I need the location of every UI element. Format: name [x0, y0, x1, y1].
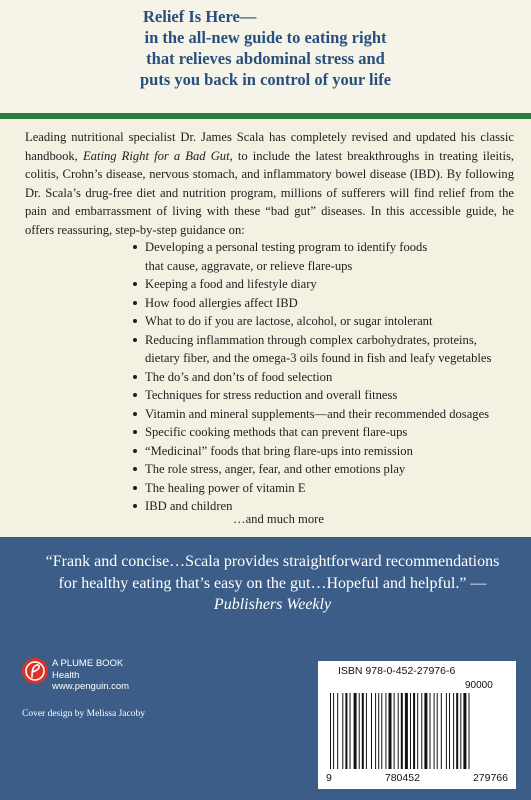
- barcode-bar: [460, 693, 461, 769]
- bullet-icon: [133, 504, 137, 508]
- barcode-bar: [430, 693, 431, 769]
- barcode-bar: [421, 693, 422, 769]
- list-item-text: Developing a personal testing program to identify foods: [145, 240, 428, 254]
- barcode-bar: [333, 693, 334, 769]
- barcode-bars: [326, 693, 508, 773]
- list-item-text: Specific cooking methods that can prevent flare-ups: [145, 425, 408, 439]
- feature-list: [133, 238, 523, 516]
- list-item-text: The role stress, anger, fear, and other emotions play: [145, 462, 406, 476]
- barcode-bar: [434, 693, 435, 769]
- list-item: [133, 442, 523, 461]
- bullet-icon: [133, 375, 137, 379]
- barcode-bar: [330, 693, 331, 769]
- list-item-text: dietary fiber, and the omega-3 oils found in fish and leafy vegetables: [145, 351, 492, 365]
- publisher-website: www.penguin.com: [52, 681, 130, 692]
- barcode-bar: [453, 693, 454, 769]
- list-item-text: Keeping a food and lifestyle diary: [145, 277, 317, 291]
- tagline-line-3: that relieves abdominal stress and: [146, 49, 385, 68]
- description-rest: , to include the latest breakthroughs in treating ileitis, colitis, Crohn’s disease, nervous stomach, and inflammatory bowel disease (IBD). By following Dr. Scala’s drug-free diet and nutrition program, millions of sufferers will find relief from the pain and embarrassment of living with these “bad gut” diseases. In this accessible guide, he offers reassuring, step-by-step guidance on:: [25, 148, 515, 237]
- barcode-bar: [456, 693, 458, 769]
- barcode-digit-group-1: 780452: [384, 772, 420, 784]
- list-item-text: How food allergies affect IBD: [145, 295, 298, 310]
- list-item-text: The healing power of vitamin E: [145, 480, 306, 495]
- tagline-line-2: in the all-new guide to eating right: [144, 28, 387, 47]
- list-item-continuation: [133, 349, 523, 368]
- barcode-bar: [417, 693, 418, 769]
- tagline-line-4: puts you back in control of your life: [139, 70, 392, 89]
- barcode-bar: [371, 693, 372, 769]
- barcode-bar: [362, 693, 364, 769]
- barcode-bar: [366, 693, 367, 769]
- list-item: [133, 423, 523, 442]
- quote-text: “Frank and concise…Scala provides straightforward recommendations for healthy eating that’s easy on the gut…Hopeful and helpful.” —: [45, 553, 500, 592]
- list-item: [133, 368, 523, 387]
- barcode-bar: [463, 693, 466, 769]
- list-item-text: that cause, aggravate, or relieve flare-ups: [145, 258, 353, 273]
- list-item-text: The do’s and don’ts of food selection: [145, 369, 333, 384]
- barcode-bar: [413, 693, 415, 769]
- list-item: [133, 331, 523, 350]
- list-item-text: Vitamin and mineral supplements—and their recommended dosages: [145, 406, 490, 421]
- barcode-bar: [385, 693, 386, 769]
- bullet-icon: [133, 245, 137, 249]
- barcode-bar: [359, 693, 360, 769]
- bullet-icon: [133, 412, 137, 416]
- imprint-category: Health: [52, 669, 80, 681]
- bullet-icon: [133, 430, 137, 434]
- price-code: 90000: [465, 680, 493, 691]
- bullet-icon: [133, 449, 137, 453]
- list-item-continuation: [133, 257, 523, 276]
- review-quote: [35, 551, 510, 616]
- list-item-text: Reducing inflammation through complex carbohydrates, proteins,: [145, 332, 477, 347]
- barcode-bar: [381, 693, 382, 769]
- tagline-line-1: Relief Is Here—: [143, 7, 257, 26]
- barcode-bar: [375, 693, 376, 769]
- list-item: [133, 460, 523, 479]
- barcode-bar: [378, 693, 379, 769]
- list-item-text: What to do if you are lactose, alcohol, or sugar intolerant: [145, 314, 433, 328]
- barcode-bar: [354, 693, 357, 769]
- green-divider: [0, 113, 531, 119]
- bullet-icon: [133, 486, 137, 490]
- barcode-bar: [389, 693, 392, 769]
- book-title: Eating Right for a Bad Gut: [82, 148, 230, 163]
- isbn-text: ISBN 978-0-452-27976-6: [338, 665, 456, 677]
- barcode-bar: [342, 693, 343, 769]
- barcode-box: [318, 661, 516, 789]
- barcode-bar: [437, 693, 438, 769]
- bullet-icon: [133, 301, 137, 305]
- barcode-bar: [398, 693, 399, 769]
- and-much-more: …and much more: [233, 512, 324, 526]
- publisher-imprint: [52, 658, 129, 693]
- list-item: [133, 497, 523, 516]
- list-item: [133, 294, 523, 313]
- barcode-bar: [337, 693, 338, 769]
- description-paragraph: [25, 128, 514, 239]
- barcode-bar: [401, 693, 403, 769]
- tagline-header: [0, 0, 531, 113]
- plume-logo-icon: [22, 658, 48, 684]
- bullet-icon: [133, 319, 137, 323]
- quote-source: Publishers Weekly: [213, 596, 332, 613]
- bullet-icon: [133, 338, 137, 342]
- barcode-bar: [394, 693, 395, 769]
- barcode-bar: [446, 693, 447, 769]
- bullet-icon: [133, 282, 137, 286]
- list-item: [133, 405, 523, 424]
- barcode-bar: [405, 693, 408, 769]
- barcode-bar: [410, 693, 411, 769]
- barcode-bar: [441, 693, 442, 769]
- bullet-icon: [133, 467, 137, 471]
- barcode-digits: [326, 772, 508, 784]
- list-item-text: “Medicinal” foods that bring flare-ups into remission: [145, 443, 413, 458]
- barcode-digit-group-2: 279766: [472, 772, 508, 784]
- barcode-bar: [449, 693, 450, 769]
- imprint-name: A PLUME BOOK: [52, 658, 124, 669]
- list-item-text: IBD and children: [145, 499, 233, 513]
- barcode-bar: [350, 693, 351, 769]
- barcode-bar: [469, 693, 470, 769]
- barcode-digit-first: 9: [326, 772, 332, 784]
- list-item: [133, 238, 523, 257]
- list-item: [133, 275, 523, 294]
- list-item: [133, 312, 523, 331]
- bullet-icon: [133, 393, 137, 397]
- list-item: [133, 386, 523, 405]
- barcode-bar: [424, 693, 427, 769]
- description-intro: Leading nutritional specialist Dr. James Scala has completely revised and updated his classic handbook,: [25, 130, 514, 163]
- barcode-bar: [345, 693, 347, 769]
- list-item-text: Techniques for stress reduction and overall fitness: [145, 388, 398, 402]
- list-item: [133, 479, 523, 498]
- cover-credit: Cover design by Melissa Jacoby: [22, 709, 145, 719]
